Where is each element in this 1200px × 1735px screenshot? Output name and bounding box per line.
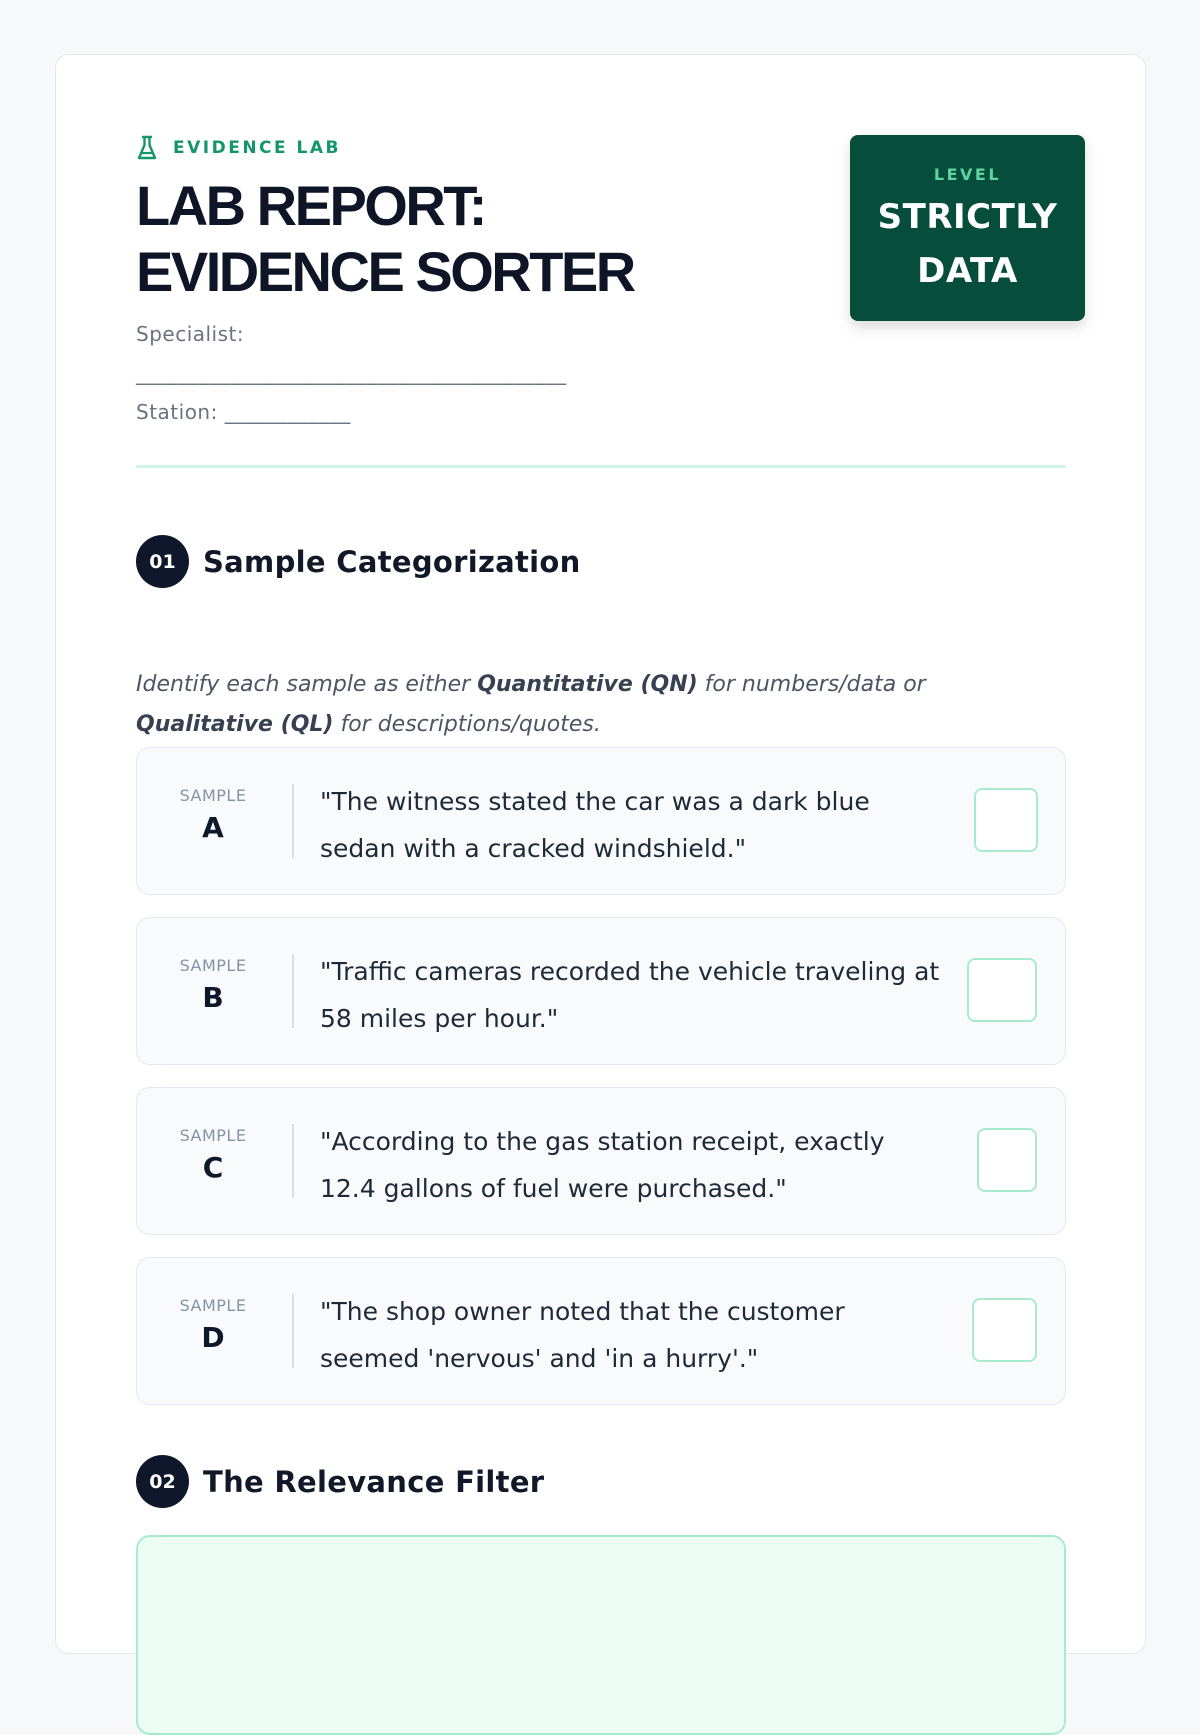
sample-letter: A bbox=[202, 811, 224, 844]
instruction-quantitative: Quantitative (QN) bbox=[477, 672, 698, 697]
sample-text: "The shop owner noted that the customer seemed 'nervous' and 'in a hurry'." bbox=[320, 1297, 845, 1373]
sample-letter: D bbox=[201, 1321, 225, 1354]
title-line-1: LAB REPORT: bbox=[136, 174, 485, 237]
level-value-line-1: STRICTLY bbox=[877, 197, 1058, 237]
sample-tag bbox=[161, 956, 265, 1014]
station-row bbox=[136, 393, 856, 432]
section-2-header bbox=[136, 1455, 544, 1508]
sample-word: SAMPLE bbox=[179, 786, 247, 805]
instruction-text: for descriptions/quotes. bbox=[333, 712, 601, 737]
page-title bbox=[136, 173, 634, 305]
instruction-text: for numbers/data or bbox=[697, 672, 926, 697]
level-value bbox=[850, 190, 1085, 298]
sample-card-d bbox=[136, 1257, 1066, 1405]
sample-separator bbox=[292, 954, 294, 1028]
sample-tag bbox=[161, 1126, 265, 1184]
level-value-line-2: DATA bbox=[917, 251, 1018, 291]
eyebrow-label: EVIDENCE LAB bbox=[173, 138, 342, 158]
relevance-filter-panel bbox=[136, 1535, 1066, 1735]
specialist-blank[interactable]: _________________________________________ bbox=[136, 361, 567, 385]
worksheet-card bbox=[55, 54, 1146, 1654]
specialist-label: Specialist: bbox=[136, 322, 245, 346]
sample-card-b bbox=[136, 917, 1066, 1065]
sample-text: "Traffic cameras recorded the vehicle traveling at 58 miles per hour." bbox=[320, 957, 940, 1033]
sample-tag bbox=[161, 1296, 265, 1354]
sample-separator bbox=[292, 1294, 294, 1368]
section-number-badge: 01 bbox=[136, 535, 189, 588]
instruction-qualitative: Qualitative (QL) bbox=[136, 712, 334, 737]
answer-box[interactable] bbox=[977, 1128, 1037, 1192]
sample-card-a bbox=[136, 747, 1066, 895]
header-divider bbox=[136, 465, 1066, 468]
sample-text: "The witness stated the car was a dark blue sedan with a cracked windshield." bbox=[320, 787, 870, 863]
station-label: Station: bbox=[136, 400, 218, 424]
answer-box[interactable] bbox=[974, 788, 1038, 852]
level-card bbox=[850, 135, 1085, 321]
answer-box[interactable] bbox=[967, 958, 1037, 1022]
sample-text: "According to the gas station receipt, exactly 12.4 gallons of fuel were purchased." bbox=[320, 1127, 885, 1203]
section-title: The Relevance Filter bbox=[203, 1464, 545, 1499]
sample-word: SAMPLE bbox=[179, 956, 247, 975]
section-title: Sample Categorization bbox=[203, 544, 581, 579]
sample-word: SAMPLE bbox=[179, 1296, 247, 1315]
sample-card-c bbox=[136, 1087, 1066, 1235]
section-1-header bbox=[136, 535, 581, 588]
answer-box[interactable] bbox=[972, 1298, 1037, 1362]
instructions bbox=[136, 665, 1036, 745]
sample-word: SAMPLE bbox=[179, 1126, 247, 1145]
sample-tag bbox=[161, 786, 265, 844]
instruction-text: Identify each sample as either bbox=[136, 672, 478, 697]
sample-separator bbox=[292, 784, 294, 858]
student-info bbox=[136, 315, 856, 432]
eyebrow bbox=[137, 135, 341, 161]
station-blank[interactable]: ____________ bbox=[224, 400, 351, 424]
section-number-badge: 02 bbox=[136, 1455, 189, 1508]
flask-icon bbox=[137, 135, 157, 161]
title-line-2: EVIDENCE SORTER bbox=[136, 240, 634, 303]
sample-separator bbox=[292, 1124, 294, 1198]
sample-letter: B bbox=[202, 981, 224, 1014]
level-label: LEVEL bbox=[933, 165, 1002, 184]
sample-letter: C bbox=[202, 1151, 224, 1184]
